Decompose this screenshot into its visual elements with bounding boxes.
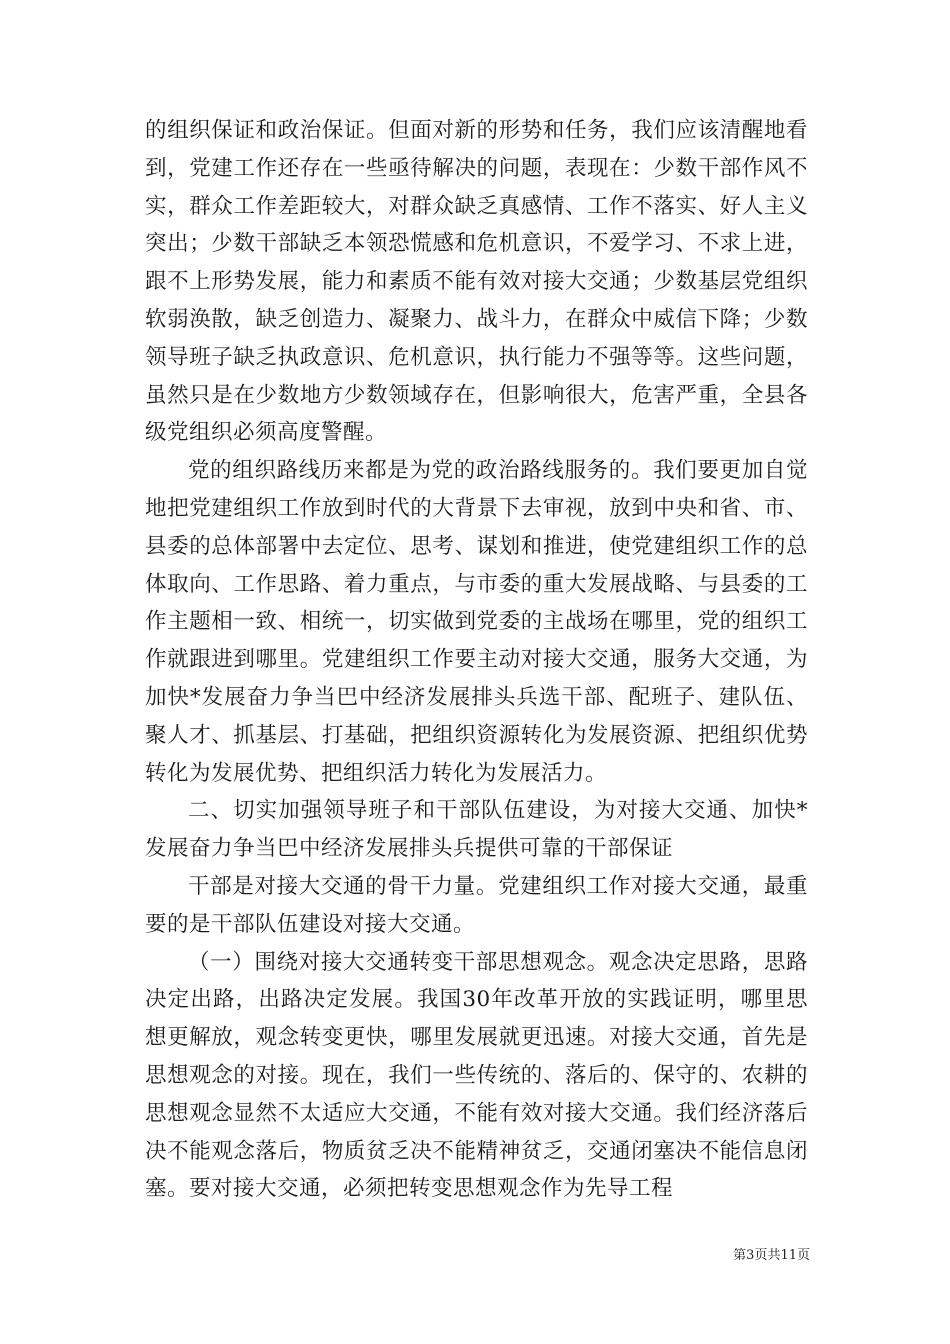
paragraph-continuation: 的组织保证和政治保证。但面对新的形势和任务，我们应该清醒地看到，党建工作还存在一些亟待解决的问题，表现在：少数干部作风不实，群众工作差距较大，对群众缺乏真感情、工作不落实、好人主义突出；少数干部缺乏本领恐慌感和危机意识，不爱学习、不求上进，跟不上形势发展，能力和素质不能有效对接大交通；少数基层党组织软弱涣散，缺乏创造力、凝聚力、战斗力，在群众中威信下降；少数领导班子缺乏执政意识、危机意识，执行能力不强等等。这些问题，虽然只是在少数地方少数领域存在，但影响很大，危害严重，全县各级党组织必须高度警醒。: [145, 118, 808, 446]
paragraph-cadres-backbone: 干部是对接大交通的骨干力量。党建组织工作对接大交通，最重要的是干部队伍建设对接大交通。: [145, 873, 808, 937]
page-number-footer: 第3页共11页: [733, 1248, 810, 1263]
paragraph-subsection-one: （一）围绕对接大交通转变干部思想观念。观念决定思路，思路决定出路，出路决定发展。我国30年改革开放的实践证明，哪里思想更解放，观念转变更快，哪里发展就更迅速。对接大交通，首先是思想观念的对接。现在，我们一些传统的、落后的、保守的、农耕的思想观念显然不太适应大交通，不能有效对接大交通。我们经济落后决不能观念落后，物质贫乏决不能精神贫乏，交通闭塞决不能信息闭塞。要对接大交通，必须把转变思想观念作为先导工程: [145, 949, 808, 1202]
document-body: [145, 112, 808, 1208]
paragraph-organizational-line: 党的组织路线历来都是为党的政治路线服务的。我们要更加自觉地把党建组织工作放到时代的大背景下去审视，放到中央和省、市、县委的总体部署中去定位、思考、谋划和推进，使党建组织工作的总体取向、工作思路、着力重点，与市委的重大发展战略、与县委的工作主题相一致、相统一，切实做到党委的主战场在哪里，党的组织工作就跟进到哪里。党建组织工作要主动对接大交通，服务大交通，为加快*发展奋力争当巴中经济发展排头兵选干部、配班子、建队伍、聚人才、抓基层、打基础，把组织资源转化为发展资源、把组织优势转化为发展优势、把组织活力转化为发展活力。: [145, 458, 808, 786]
section-heading-two: 二、切实加强领导班子和干部队伍建设，为对接大交通、加快*发展奋力争当巴中经济发展排头兵提供可靠的干部保证: [145, 798, 808, 862]
